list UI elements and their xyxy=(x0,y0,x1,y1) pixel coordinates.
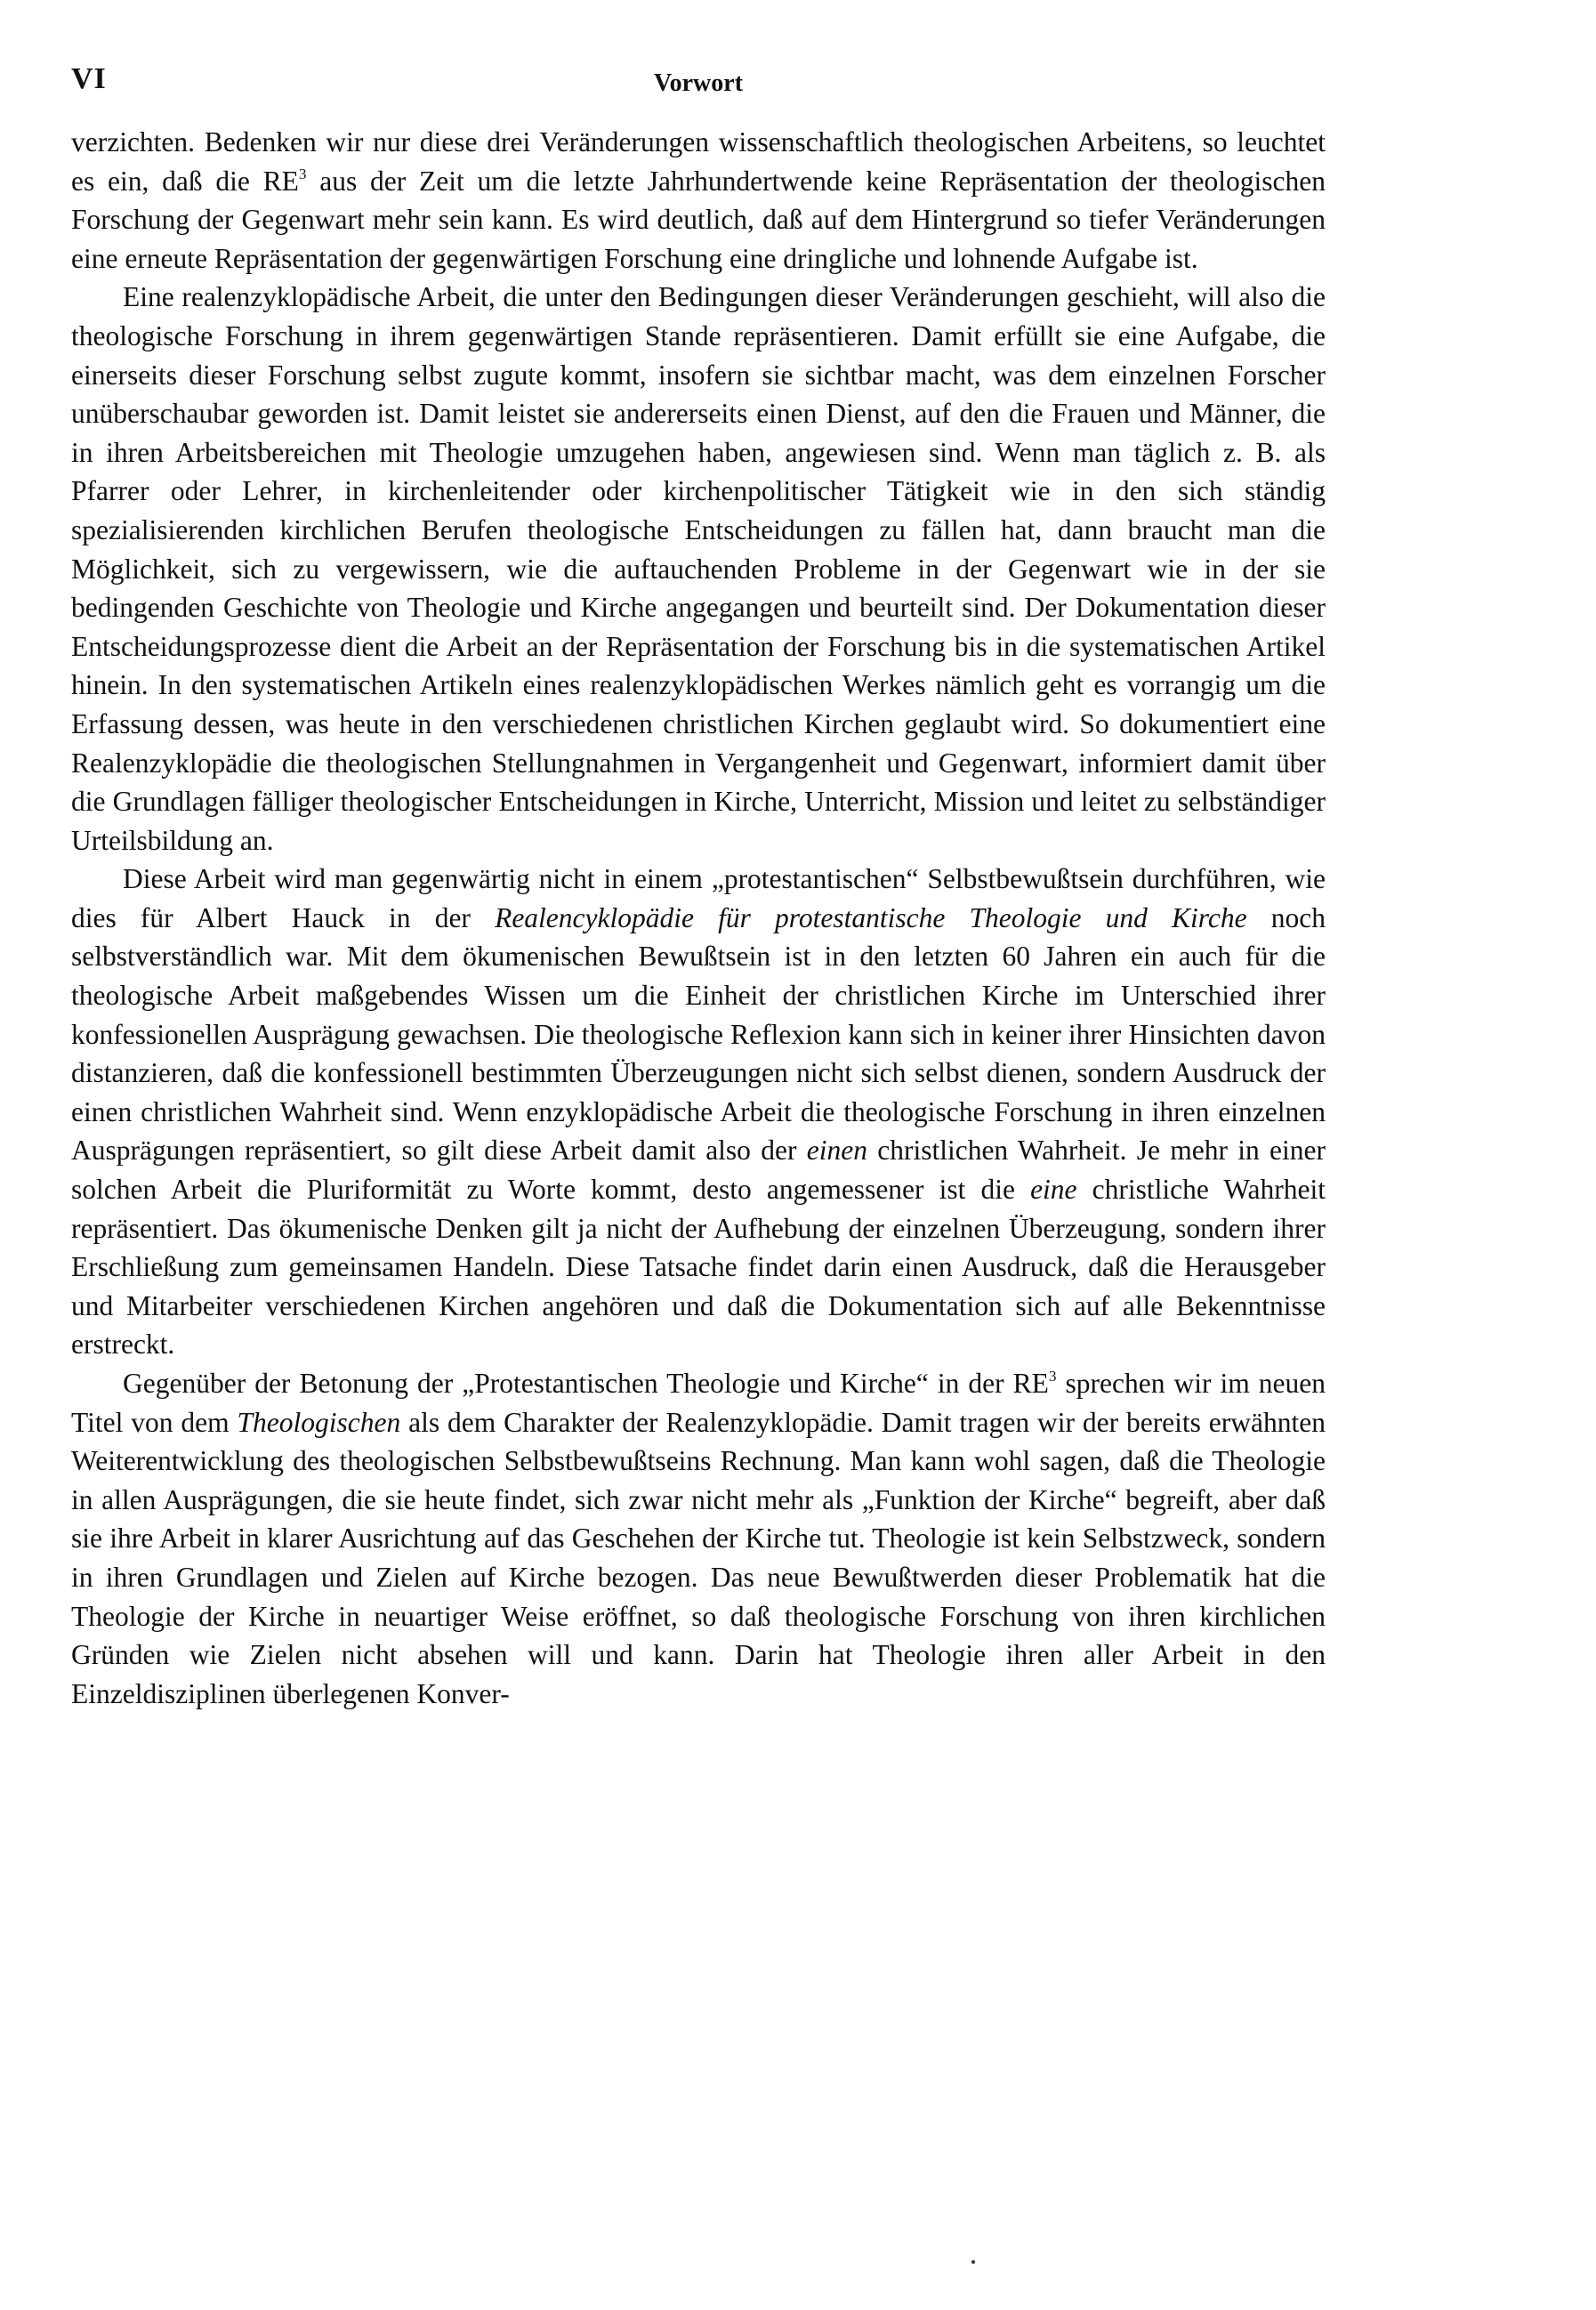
italic-title: Realencyklopädie für protestantische Theologie und Kirche xyxy=(495,901,1247,933)
italic-emphasis: eine xyxy=(1030,1174,1077,1206)
scan-speck xyxy=(971,2260,975,2264)
paragraph-2: Eine realenzyklopädische Arbeit, die unter den Bedingungen dieser Veränderungen geschieht, will also die theologische Forschung in ihrem gegenwärtigen Stande repräsentieren. Damit erfüllt sie eine Aufgabe, die einerseits dieser Forschung selbst zugute kommt, insofern sie sichtbar macht, was dem einzelnen Forscher unüberschaubar geworden ist. Damit leistet sie andererseits einen Dienst, auf den die Frauen und Männer, die in ihren Arbeitsbereichen mit Theologie umzugehen haben, angewiesen sind. Wenn man täglich z. B. als Pfarrer oder Lehrer, in kirchenleitender oder kirchenpolitischer Tätigkeit wie in den sich ständig spezialisierenden kirchlichen Berufen theologische Entscheidungen zu fällen hat, dann braucht man die Möglichkeit, sich zu vergewissern, wie die auftauchenden Probleme in der Gegenwart wie in der sie bedingenden Geschichte von Theologie und Kirche angegangen und beurteilt sind. Der Dokumentation dieser Entscheidungsprozesse dient die Arbeit an der Repräsentation der Forschung bis in die systematischen Artikel hinein. In den systematischen Artikeln eines realenzyklopädischen Werkes nämlich geht es vorrangig um die Erfassung dessen, was heute in den verschiedenen christlichen Kirchen geglaubt wird. So dokumentiert eine Realenzyklopädie die theologischen Stellungnahmen in Vergangenheit und Gegenwart, informiert damit über die Grundlagen fälliger theologischer Entscheidungen in Kirche, Unterricht, Mission und leitet zu selbständiger Urteilsbildung an. xyxy=(71,281,1326,856)
paragraph-4: Gegenüber der Betonung der „Protestantischen Theologie und Kirche“ in der $RE^3$ sprechen wir im neuen Titel von dem Theologischen als dem Charakter der Realenzyklopädie. Damit tragen wir der bereits erwähnten Weiterentwicklung des theologischen Selbstbewußtseins Rechnung. Man kann wohl sagen, daß die Theologie in allen Ausprägungen, die sie heute findet, sich zwar nicht mehr als „Funktion der Kirche“ begreift, aber daß sie ihre Arbeit in klarer Ausrichtung auf das Geschehen der Kirche tut. Theologie ist kein Selbstzweck, sondern in ihren Grundlagen und Zielen auf Kirche bezogen. Das neue Bewußtwerden dieser Problematik hat die Theologie der Kirche in neuartiger Weise eröffnet, so daß theologische Forschung von ihren kirchlichen Gründen wie Zielen nicht absehen will und kann. Darin hat Theologie ihren aller Arbeit in den Einzeldisziplinen überlegenen Konver- xyxy=(71,1368,1326,1709)
paragraph-3: Diese Arbeit wird man gegenwärtig nicht in einem „protestantischen“ Selbstbewußtsein durchführen, wie dies für Albert Hauck in der Realencyklopädie für protestantische Theologie und Kirche noch selbstverständlich war. Mit dem ökumenischen Bewußtsein ist in den letzten 60 Jahren ein auch für die theologische Arbeit maßgebendes Wissen um die Einheit der christlichen Kirche im Unterschied ihrer konfessionellen Ausprägung gewachsen. Die theologische Reflexion kann sich in keiner ihrer Hinsichten davon distanzieren, daß die konfessionell bestimmten Überzeugungen nicht sich selbst dienen, sondern Ausdruck der einen christlichen Wahrheit sind. Wenn enzyklopädische Arbeit die theologische Forschung in ihren einzelnen Ausprägungen repräsentiert, so gilt diese Arbeit damit also der einen christlichen Wahrheit. Je mehr in einer solchen Arbeit die Pluriformität zu Worte kommt, desto angemessener ist die eine christliche Wahrheit repräsentiert. Das ökumenische Denken gilt ja nicht der Aufhebung der einzelnen Überzeugung, sondern ihrer Erschließung zum gemeinsamen Handeln. Diese Tatsache findet darin einen Ausdruck, daß die Herausgeber und Mitarbeiter verschiedenen Kirchen angehören und daß die Dokumentation sich auf alle Bekenntnisse erstreckt. xyxy=(71,863,1326,1361)
page-number: VI xyxy=(71,62,107,95)
italic-emphasis: einen xyxy=(806,1135,867,1167)
page-header xyxy=(71,53,1326,107)
italic-emphasis: Theologischen xyxy=(237,1406,401,1438)
superscript-3: 3 xyxy=(298,165,307,182)
superscript-3: 3 xyxy=(1048,1368,1057,1385)
paragraph-1: verzichten. Bedenken wir nur diese drei Veränderungen wissenschaftlich theologischen Arbeitens, so leuchtet es ein, daß die $RE^3$ aus der Zeit um die letzte Jahrhundertwende keine Repräsentation der theologischen Forschung der Gegenwart mehr sein kann. Es wird deutlich, daß auf dem Hintergrund so tiefer Veränderungen eine erneute Repräsentation der gegenwärtigen Forschung eine dringliche und lohnende Aufgabe ist. xyxy=(71,126,1326,274)
document-page xyxy=(71,53,1326,2260)
running-title: Vorwort xyxy=(653,69,744,97)
body-text xyxy=(71,123,1326,1713)
